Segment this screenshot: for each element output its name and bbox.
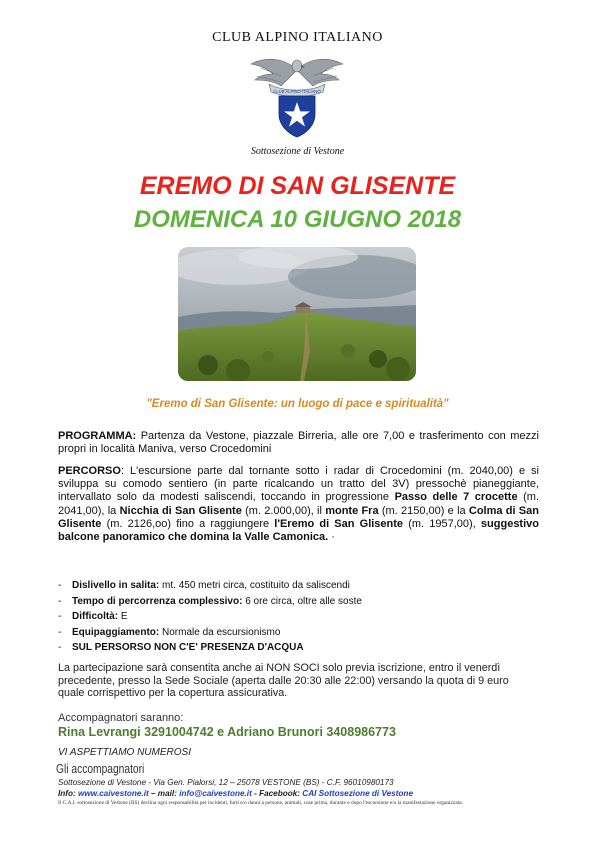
list-item [58,625,539,641]
closing-text: VI ASPETTIAMO NUMEROSI [58,747,191,758]
logo-banner-text: CLUB ALPINO ITALIANO [273,89,321,94]
signature: Gli accompagnatori [56,762,145,776]
list-item [58,594,539,610]
detail-value: 6 ore circa, oltre alle soste [242,595,362,607]
list-dash: - [58,626,62,638]
footer-disclaimer: Il C.A.I. sottosezione di Vestone (BS) declina ogni responsabilità per incidenti, furti e/o danni a persone, animali, cose prima, durante e dopo l'escursione e/o la manifestazione organizzata. [58,800,463,806]
detail-value: E [118,611,128,622]
list-item [58,609,539,625]
section-name: Sottosezione di Vestone [250,146,345,157]
footer-fb-label: - Facebook: [251,789,303,798]
list-dash: - [58,642,62,653]
footer-info [58,789,413,798]
details-list [58,578,539,656]
event-quote: "Eremo di San Glisente: un luogo di pace e spiritualità" [146,398,449,410]
mountain-photo [178,247,416,381]
event-title: EREMO DI SAN GLISENTE [139,172,456,200]
facebook-link[interactable]: CAI Sottosezione di Vestone [302,789,413,798]
percorso-bold-4: Colma di San Glisente [58,504,539,530]
website-link[interactable]: www.caivestone.it [78,789,149,798]
detail-label: Difficoltà: [72,611,119,622]
percorso-bold-2: Nicchia di San Glisente [119,504,242,517]
detail-label: Tempo di percorrenza complessivo: [72,595,243,607]
detail-label: Dislivello in salita: [72,580,160,591]
detail-label: Equipaggiamento: [72,626,160,638]
footer-info-label: Info: [58,789,79,798]
percorso-bold-1: Passo delle 7 crocette [394,491,518,504]
list-dash: - [58,580,62,591]
percorso-bold-6: suggestivo balcone panoramico che domina la Valle Camonica. [58,517,539,544]
footer-address: Sottosezione di Vestone - Via Gen. Pialorsi, 12 – 25078 VESTONE (BS) - C.F. 96010980173 [58,778,394,787]
percorso-bold-3: monte Fra [325,504,379,517]
percorso-text-7: · [328,531,335,544]
percorso-text-6: (m. 1957,00), [403,517,481,530]
list-dash: - [58,595,62,607]
cai-logo [247,52,347,138]
detail-label: SUL PERSORSO NON C'E' PRESENZA D'ACQUA [72,642,304,653]
detail-value: Normale da escursionismo [159,626,281,638]
list-item [58,640,539,656]
percorso-bold-5: l'Eremo di San Glisente [274,517,404,530]
org-name: CLUB ALPINO ITALIANO [212,30,383,45]
programma-paragraph [58,430,539,456]
list-dash: - [58,611,62,622]
list-item [58,578,539,594]
accompagnatori-label: Accompagnatori saranno: [58,712,184,724]
detail-value: mt. 450 metri circa, costituito da saliscendi [159,580,350,591]
programma-text: Partenza da Vestone, piazzale Birreria, alle ore 7,00 e trasferimento con mezzi propri in località Maniva, verso Crocedomini [58,430,539,456]
partecipazione-paragraph: La partecipazione sarà consentita anche ai NON SOCI solo previa iscrizione, entro il venerdì precedente, presso la Sede Sociale (aperta dalle 20:30 alle 22:00) versando la quota di 9 euro quale corrispettivo per la copertura assicurativa. [58,662,509,700]
percorso-text-1: : L'escursione parte dal tornante sotto i radar di Crocedomini (m. 2040,00) e si sviluppa su comodo sentiero (in parte ricalcando un tratto del 3V) pressochè pianeggiante, intervallato solo da modesti saliscendi, toccando in progressione [58,465,539,504]
percorso-label: PERCORSO [58,465,121,477]
percorso-text-3: (m. 2.000,00), il [241,504,326,517]
percorso-text-4: (m. 2150,00) e la [378,504,469,517]
percorso-text-5: (m. 2126,oo) fino a raggiungere [101,517,275,530]
programma-label: PROGRAMMA: [58,430,137,442]
event-date: DOMENICA 10 GIUGNO 2018 [133,206,462,233]
footer-mail-label: – mail: [148,789,180,798]
percorso-text-2: (m. 2041,00), la [58,491,539,517]
percorso-paragraph [58,465,539,544]
accompagnatori-names: Rina Levrangi 3291004742 e Adriano Brunori 3408986773 [58,725,396,739]
email-link[interactable]: info@caivestone.it [179,789,252,798]
